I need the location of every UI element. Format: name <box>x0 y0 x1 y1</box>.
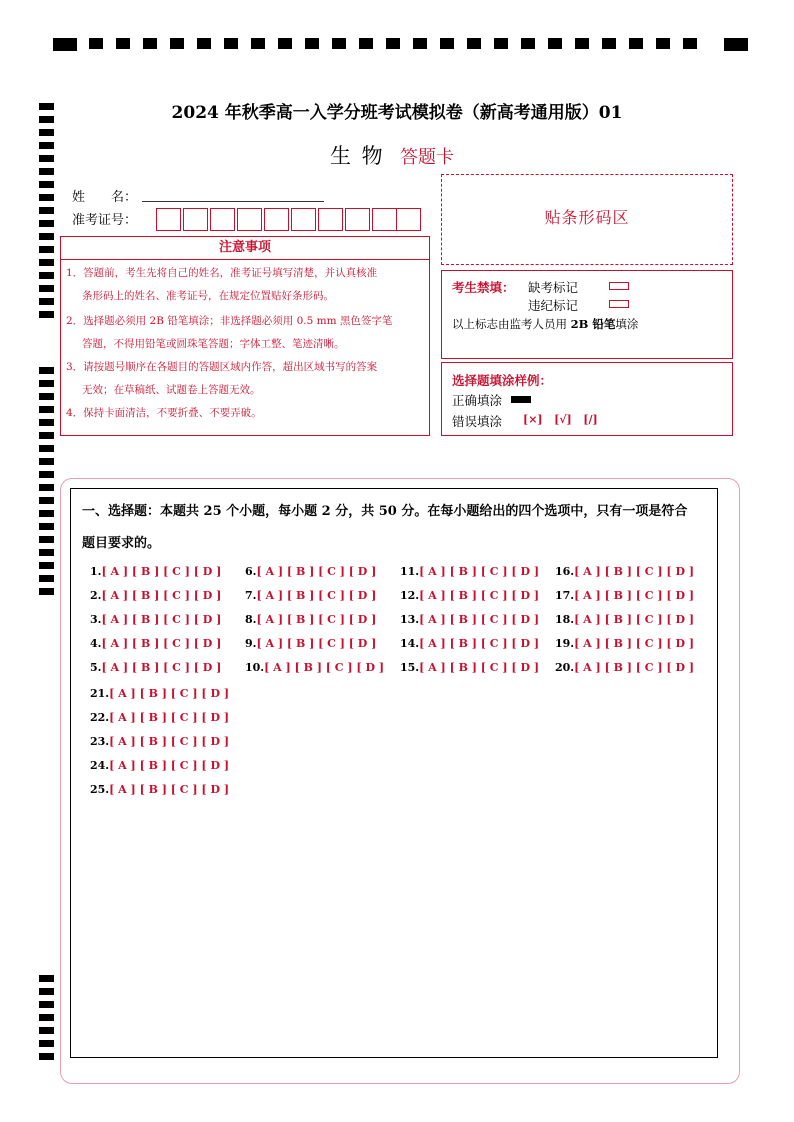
violation-mark-box[interactable] <box>609 300 629 308</box>
notice-item: 条形码上的姓名、准考证号，在规定位置贴好条形码。 <box>82 290 334 302</box>
notice-item: 无效；在草稿纸、试题卷上答题无效。 <box>82 384 261 396</box>
question-item[interactable]: 25.[ A ] [ B ] [ C ] [ D ] <box>90 783 230 796</box>
question-item[interactable]: 19.[ A ] [ B ] [ C ] [ D ] <box>555 637 695 650</box>
question-item[interactable]: 2.[ A ] [ B ] [ C ] [ D ] <box>90 589 222 602</box>
notice-title: 注意事项 <box>60 236 430 260</box>
question-item[interactable]: 18.[ A ] [ B ] [ C ] [ D ] <box>555 613 695 626</box>
name-label: 姓 名： <box>72 190 138 205</box>
question-item[interactable]: 3.[ A ] [ B ] [ C ] [ D ] <box>90 613 222 626</box>
violation-mark-label: 违纪标记 <box>528 298 579 313</box>
absent-mark-box[interactable] <box>609 282 629 290</box>
correct-fill-sample <box>511 396 531 403</box>
question-item[interactable]: 24.[ A ] [ B ] [ C ] [ D ] <box>90 759 230 772</box>
notice-item: 1．答题前，考生先将自己的姓名，准考证号填写清楚，并认真核准 <box>66 267 378 279</box>
wrong-fill-label: 错误填涂 <box>452 414 503 429</box>
question-item[interactable]: 1.[ A ] [ B ] [ C ] [ D ] <box>90 565 222 578</box>
forbidden-label: 考生禁填： <box>452 280 515 295</box>
wrong-fill-samples: [×] [√] [/] <box>523 413 598 426</box>
fill-example-title: 选择题填涂样例： <box>452 373 553 388</box>
name-input-line[interactable] <box>142 201 324 202</box>
notice-item: 3．请按题号顺序在各题目的答题区域内作答，超出区域书写的答案 <box>66 361 378 373</box>
answer-card-label: 答题卡 <box>400 147 454 168</box>
notice-item: 答题，不得用铅笔或圆珠笔答题；字体工整、笔迹清晰。 <box>82 338 345 350</box>
question-item[interactable]: 20.[ A ] [ B ] [ C ] [ D ] <box>555 661 695 674</box>
correct-fill-label: 正确填涂 <box>452 393 503 408</box>
notice-item: 2．选择题必须用 2B 铅笔填涂；非选择题必须用 0.5 mm 黑色签字笔 <box>66 315 393 327</box>
exam-title: 2024 年秋季高一入学分班考试模拟卷（新高考通用版）01 <box>171 103 623 123</box>
notice-item: 4．保持卡面清洁，不要折叠、不要弄破。 <box>66 407 262 419</box>
question-item[interactable]: 15.[ A ] [ B ] [ C ] [ D ] <box>400 661 540 674</box>
question-item[interactable]: 21.[ A ] [ B ] [ C ] [ D ] <box>90 687 230 700</box>
question-item[interactable]: 16.[ A ] [ B ] [ C ] [ D ] <box>555 565 695 578</box>
barcode-label: 贴条形码区 <box>544 208 630 227</box>
question-item[interactable]: 7.[ A ] [ B ] [ C ] [ D ] <box>245 589 377 602</box>
question-item[interactable]: 13.[ A ] [ B ] [ C ] [ D ] <box>400 613 540 626</box>
question-item[interactable]: 8.[ A ] [ B ] [ C ] [ D ] <box>245 613 377 626</box>
question-item[interactable]: 4.[ A ] [ B ] [ C ] [ D ] <box>90 637 222 650</box>
question-item[interactable]: 11.[ A ] [ B ] [ C ] [ D ] <box>400 565 540 578</box>
question-item[interactable]: 9.[ A ] [ B ] [ C ] [ D ] <box>245 637 377 650</box>
question-item[interactable]: 14.[ A ] [ B ] [ C ] [ D ] <box>400 637 540 650</box>
question-item[interactable]: 6.[ A ] [ B ] [ C ] [ D ] <box>245 565 377 578</box>
question-item[interactable]: 5.[ A ] [ B ] [ C ] [ D ] <box>90 661 222 674</box>
section1-heading: 一、选择题：本题共 25 个小题，每小题 2 分，共 50 分。在每小题给出的四个选项中，只有一项是符合 <box>82 504 688 519</box>
section1-heading-cont: 题目要求的。 <box>82 536 161 551</box>
subject-title: 生 物 <box>330 144 385 168</box>
question-item[interactable]: 12.[ A ] [ B ] [ C ] [ D ] <box>400 589 540 602</box>
forbidden-note: 以上标志由监考人员用 2B 铅笔填涂 <box>452 317 639 331</box>
question-item[interactable]: 22.[ A ] [ B ] [ C ] [ D ] <box>90 711 230 724</box>
absent-mark-label: 缺考标记 <box>528 280 579 295</box>
question-item[interactable]: 23.[ A ] [ B ] [ C ] [ D ] <box>90 735 230 748</box>
question-item[interactable]: 17.[ A ] [ B ] [ C ] [ D ] <box>555 589 695 602</box>
exam-id-label: 准考证号： <box>72 213 138 228</box>
question-item[interactable]: 10.[ A ] [ B ] [ C ] [ D ] <box>245 661 385 674</box>
